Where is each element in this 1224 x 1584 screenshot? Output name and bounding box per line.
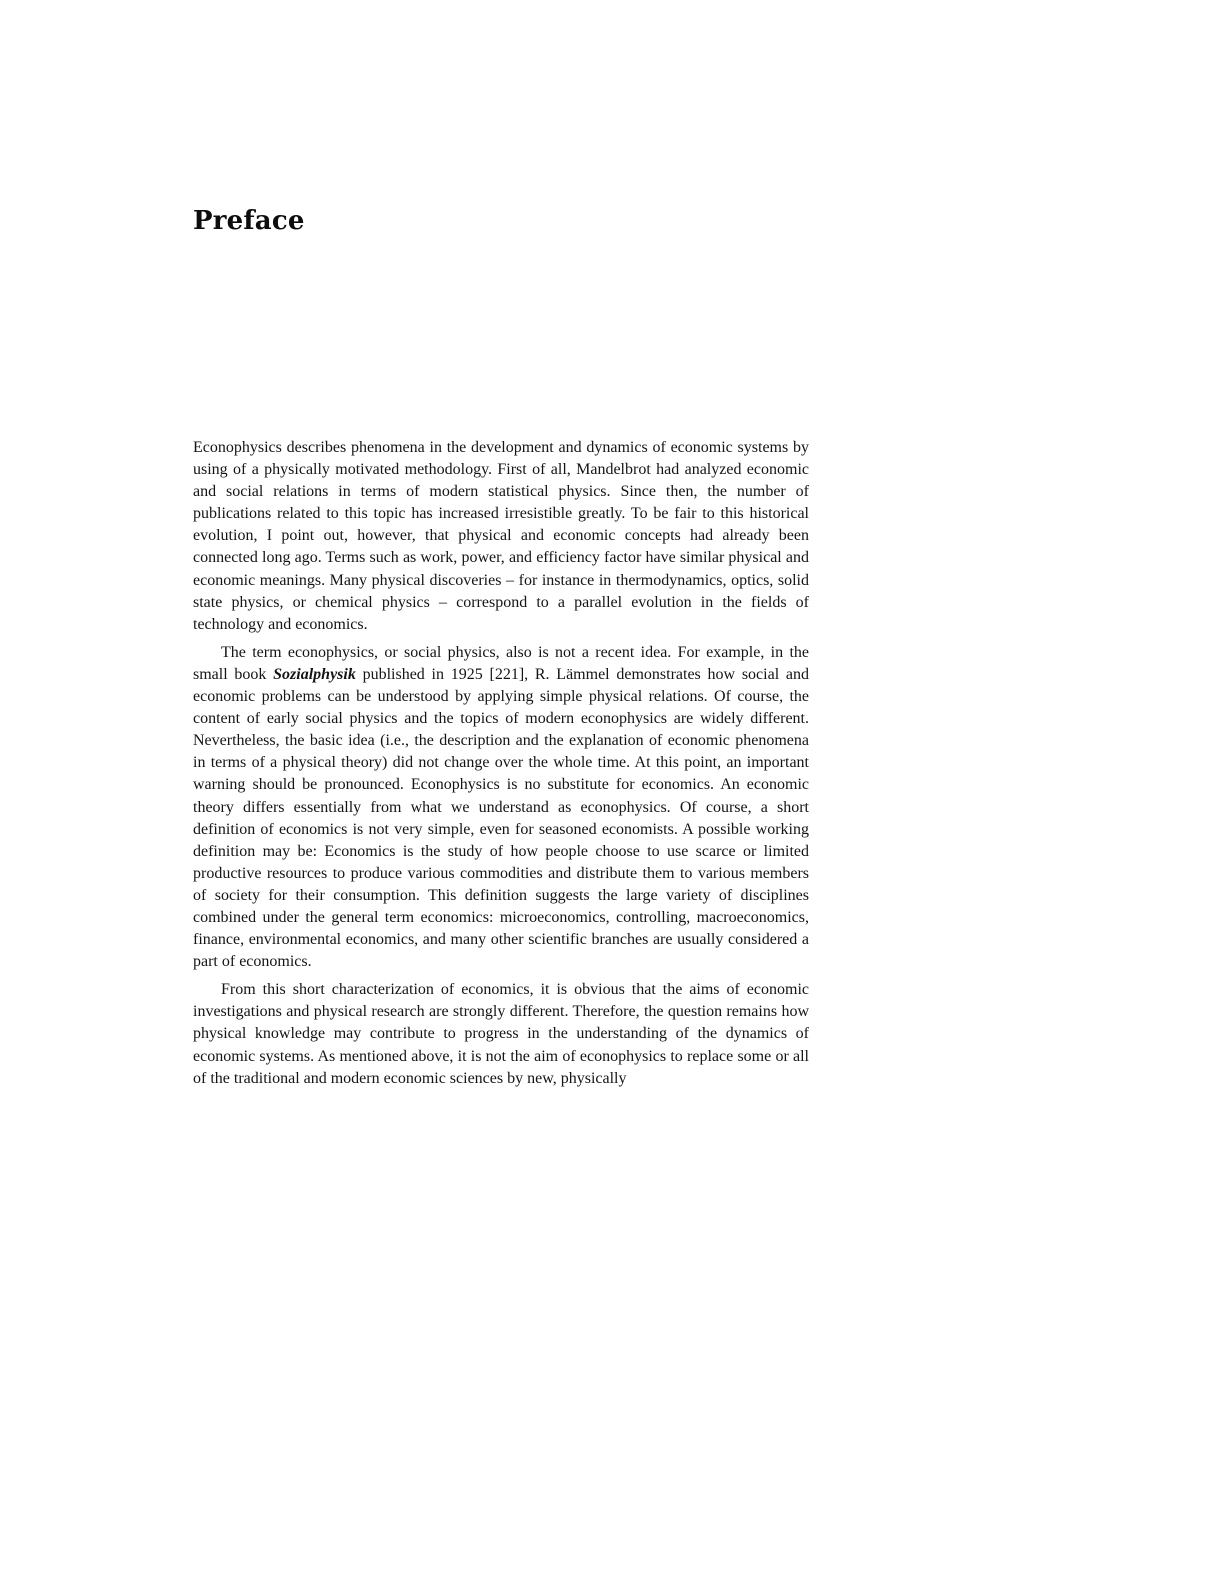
paragraph-2 (193, 642, 809, 973)
chapter-heading: Preface (193, 206, 305, 236)
paragraph-3: From this short characterization of economics, it is obvious that the aims of economic investigations and physical research are strongly different. Therefore, the question remains how physical knowledge may contribute to progress in the understanding of the dynamics of economic systems. As mentioned above, it is not the aim of econophysics to replace some or all of the traditional and modern economic sciences by new, physically (193, 981, 809, 1087)
book-title: Sozialphysik (273, 665, 356, 683)
paragraph-1: Econophysics describes phenomena in the development and dynamics of economic systems by using of a physically motivated methodology. First of all, Mandelbrot had analyzed economic and social relations in terms of modern statistical physics. Since then, the number of publications related to this topic has increased irresistible greatly. To be fair to this historical evolution, I point out, however, that physical and economic concepts had already been connected long ago. Terms such as work, power, and efficiency factor have similar physical and economic meanings. Many physical discoveries – for instance in thermodynamics, optics, solid state physics, or chemical physics – correspond to a parallel evolution in the fields of technology and economics. (193, 439, 809, 633)
paragraph-2-lead: The term econophysics, or social physics, also is not a recent idea. For example, in the small book (193, 643, 809, 683)
paragraph-2-rest: published in 1925 [221], R. Lämmel demonstrates how social and economic problems can be understood by applying simple physical relations. Of course, the content of early social physics and the topics of modern econophysics are widely different. Nevertheless, the basic idea (i.e., the description and the explanation of economic phenomena in terms of a physical theory) did not change over the whole time. At this point, an important warning should be pronounced. Econophysics is no substitute for economics. An economic theory differs essentially from what we understand as econophysics. Of course, a short definition of economics is not very simple, even for seasoned economists. A possible working definition may be: Economics is the study of how people choose to use scarce or limited productive resources to produce various commodities and distribute them to various members of society for their consumption. This definition suggests the large variety of disciplines combined under the general term economics: microeconomics, controlling, macroeconomics, finance, environmental economics, and many other scientific branches are usually considered a part of economics. (193, 665, 809, 971)
preface-body (193, 437, 809, 1096)
